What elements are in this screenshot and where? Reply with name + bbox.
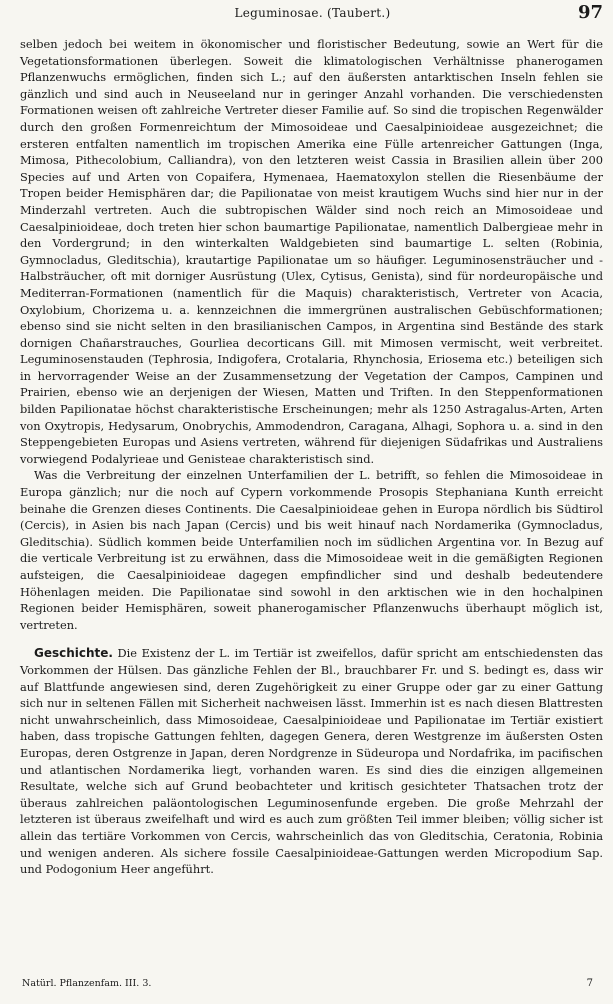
body-text xyxy=(20,36,603,878)
footer-source: Natürl. Pflanzenfam. III. 3. xyxy=(22,978,152,989)
page-footer xyxy=(22,972,593,992)
running-head: Leguminosae. (Taubert.) xyxy=(234,6,391,20)
page-header xyxy=(20,2,605,26)
paragraph-subfamilies: Was die Verbreitung der einzelnen Unterfamilien der L. betrifft, so fehlen die Mimosoideae in Europa gänzlich; nur die noch auf Cypern vorkommende Prosopis Stephaniana Kunth erreicht beinahe die Grenzen dieses Continents. Die Caesalpinioideae gehen in Europa nördlich bis Südtirol (Cercis), in Asien bis nach Japan (Cercis) und bis weit hinauf nach Nordamerika (Gymnocladus, Gleditschia). Südlich kommen beide Unterfamilien noch im südlichen Argentina vor. In Bezug auf die verticale Verbreitung ist zu erwähnen, dass die Mimosoideae weit in die gemäßigten Regionen aufsteigen, die Caesalpinioideae dagegen empfindlicher sind und deshalb bedeutendere Höhenlagen meiden. Die Papilionatae sind sowohl in den arktischen wie in den hochalpinen Regionen beider Hemisphären, soweit phanerogamischer Pflanzenwuchs überhaupt möglich ist, vertreten. xyxy=(20,468,603,632)
paragraph-distribution: selben jedoch bei weitem in ökonomischer und floristischer Bedeutung, sowie an Wert für die Vegetationsformationen überlegen. Soweit die klimatologischen Verhältnisse phanerogamen Pflanzenwuchs ermöglichen, finden sich L.; auf den äußersten antarktischen Inseln fehlen sie gänzlich und sind auch in Neuseeland nur in geringer Anzahl vorhanden. Die verschiedensten Formationen weisen oft zahlreiche Vertreter dieser Familie auf. So sind die tropischen Regenwälder durch den großen Formenreichtum der Mimosoideae und Caesalpinioideae ausgezeichnet; die ersteren entfalten namentlich im tropischen Amerika eine Fülle artenreicher Gattungen (Inga, Mimosa, Pithecolobium, Calliandra), von den letzteren weist Cassia in Brasilien allein über 200 Species auf und Arten von Copaifera, Hymenaea, Haematoxylon stellen die Riesenbäume der Tropen beider Hemisphären dar; die Papilionatae von meist krautigem Wuchs sind hier nur in der Minderzahl vertreten. Auch die subtropischen Wälder sind noch reich an Mimosoideae und Caesalpinioideae, doch treten hier schon baumartige Papilionatae, namentlich Dalbergieae mehr in den Vordergrund; in den winterkalten Waldgebieten sind baumartige L. selten (Robinia, Gymnocladus, Gleditschia), krautartige Papilionatae um so häufiger. Leguminosensträucher und -Halbsträucher, oft mit dorniger Ausrüstung (Ulex, Cytisus, Genista), sind für nordeuropäische und Mediterran-Formationen (namentlich für die Maquis) charakteristisch, Vertreter von Acacia, Oxylobium, Chorizema u. a. kennzeichnen die immergrünen australischen Gebüschformationen; ebenso sind sie nicht selten in den brasilianischen Campos, in Argentina sind Bestände des stark dornigen Chañarstrauches, Gourliea decorticans Gill. mit Mimosen vermischt, weit verbreitet. Leguminosenstauden (Tephrosia, Indigofera, Crotalaria, Rhynchosia, Eriosema etc.) beteiligen sich in hervorragender Weise an der Zusammensetzung der Vegetation der Campos, Campinen und Prairien, ebenso wie an derjenigen der Wiesen, Matten und Triften. In den Steppenformationen bilden Papilionatae höchst charakteristische Erscheinungen; mehr als 1250 Astragalus-Arten, Arten von Oxytropis, Hedysarum, Onobrychis, Ammodendron, Caragana, Alhagi, Sophora u. a. sind in den Steppengebieten Europas und Asiens vertreten, während für diejenigen Südafrikas und Australiens vorwiegend Podalyrieae und Genisteae charakteristisch sind. xyxy=(20,37,603,466)
section-spacer xyxy=(20,633,603,645)
page-number: 97 xyxy=(577,2,603,23)
signature-mark: 7 xyxy=(586,978,593,989)
paragraph-history-text: Die Existenz der L. im Tertiär ist zweifellos, dafür spricht am entschiedensten das Vorkommen der Hülsen. Das gänzliche Fehlen der Bl., brauchbarer Fr. und S. bedingt es, dass wir auf Blattfunde angewiesen sind, deren Zugehörigkeit zu einer Gruppe oder gar zu einer Gattung sich nur in seltenen Fällen mit Sicherheit nachweisen lässt. Immerhin ist es nach diesen Blattresten nicht unwahrscheinlich, dass Mimosoideae, Caesalpinioideae und Papilionatae im Tertiär existiert haben, dass tropische Gattungen fehlten, dagegen Genera, deren Westgrenze im äußersten Osten Europas, deren Ostgrenze in Japan, deren Nordgrenze in Südeuropa und Nordafrika, im pacifischen und atlantischen Nordamerika liegt, vorhanden waren. Es sind dies die einzigen allgemeinen Resultate, welche sich auf Grund beobachteter und kritisch gesichteter Thatsachen trotz der überaus zahlreichen paläontologischen Leguminosenfunde ergeben. Die große Mehrzahl der letzteren ist überaus zweifelhaft und wird es auch zum größten Teil immer bleiben; völlig sicher ist allein das tertiäre Vorkommen von Cercis, wahrscheinlich das von Gleditschia, Ceratonia, Robinia und wenigen anderen. Als sichere fossile Caesalpinioideae-Gattungen werden Micropodium Sap. und Podogonium Heer angeführt. xyxy=(20,646,603,877)
paragraph-history xyxy=(20,645,603,877)
section-heading: Geschichte. xyxy=(34,646,113,661)
